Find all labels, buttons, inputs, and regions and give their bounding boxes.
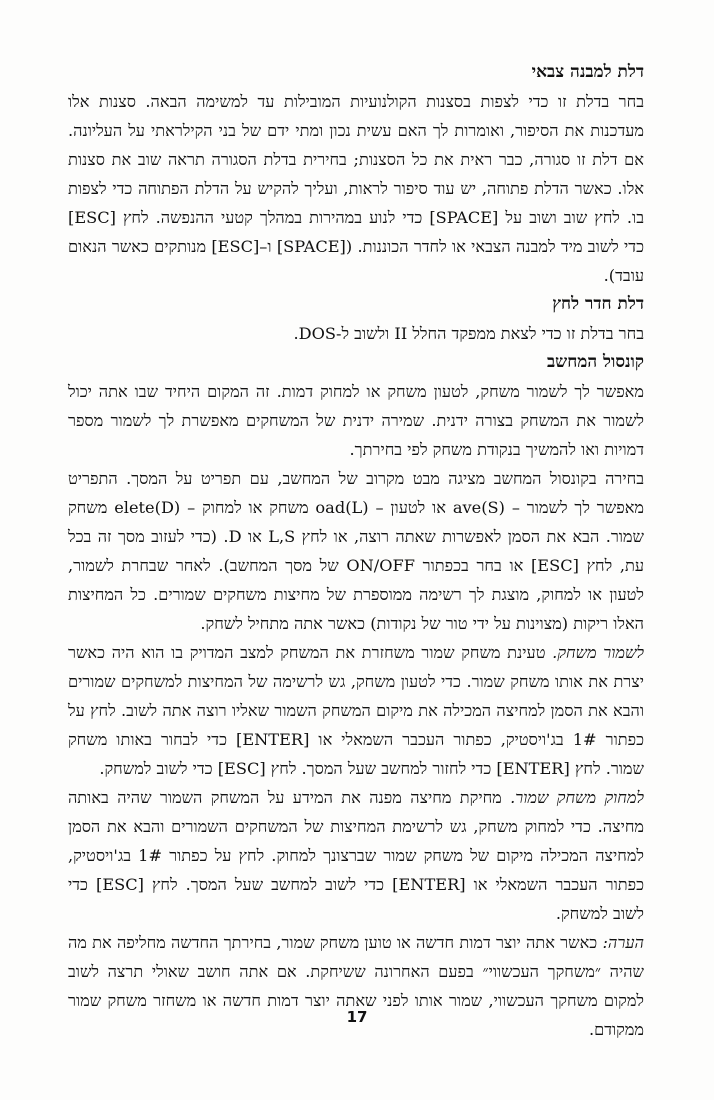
paragraph-save-game (68, 638, 644, 783)
paragraph-console-intro: מאפשר לך לשמור משחק, לטעון משחק או למחוק דמות. זה המקום היחיד שבו אתה יכול לשמור את המשחק בצורה ידנית. שמירה ידנית של המשחקים מאפשרת לך לשמור מספר דמויות ואו להמשיך בנקודת משחק לפי בחירתך. (68, 382, 644, 459)
delete-game-text: מחיקת מחיצה מפנה את המידע על המשחק השמור שהיה באותה מחיצה. כדי למחוק משחק, גש לרשימת המחיצות של המשחקים השמורים והבא את הסמן למחיצה המכילה מיקום של משחק שמור שברצונך למחוק. לחץ על כפתור 1# בג'ויסטיק, כפתור העכבר השמאלי או [ENTER] כדי לשוב למחשב שעל המסך. לחץ [ESC] כדי לשוב למשחק. (68, 788, 645, 923)
heading-military-door: דלת למבנה צבאי (531, 62, 644, 82)
delete-game-lead: למחוק משחק שמור. (510, 788, 644, 807)
note-text: כאשר אתה יוצר דמות חדשה או טוען משחק שמור, בחירתך החדשה מחליפה את מה שהיה ״משחקך העכשווי״ בפעם האחרונה ששיחקת. אם אתה חושב שאולי תרצה לשוב למקום משחקך העכשווי, שמור אותו לפני שאתה יוצר דמות חדשה או משחזר משחק שמור ממקודם. (68, 933, 644, 1039)
paragraph-note (68, 928, 644, 1044)
paragraph-delete-game (68, 783, 644, 928)
paragraph-military-door: בחר בדלת זו כדי לצפות בסצנות הקולנועיות המובילות עד למשימה הבאה. סצנות אלו מעדכנות את הסיפור, ואומרות לך האם עשית נכון ומתי ידם של בני הקילראתי על העליונה. אם דלת זו סגורה, כבר ראית את כל הסצנות; בחירית בדלת הסגורה תראה שוב את סצנות אלו. כאשר הדלת פתוחה, יש עוד סיפור לראות, ועליך להקיש על הדלת הפתוחה כדי לצפות בו. לחץ שוב ושוב על [SPACE] כדי לנוע במהירות במהלך קטעי ההנפשה. לחץ [ESC] כדי לשוב מיד למבנה הצבאי או לחדר הכוננות. ([SPACE] ו–[ESC] מנותקים כאשר הנאום עובד). (68, 92, 644, 285)
save-game-text: טעינת משחק שמור משחזרת את המשחק למצב המדויק בו הוא היה כאשר יצרת את אותו משחק שמור. כדי לטעון משחק, גש לרשימה של המחיצות למשחקים שמורים והבא את הסמן למחיצה המכילה את מיקום המשחק השמור שאליו רוצה אתה לשוב. לחץ על כפתור 1# בג'ויסטיק, כפתור העכבר השמאלי או [ENTER] כדי לבחור באותו משחק שמור. לחץ [ENTER] כדי לחזור למחשב שעל המסך. לחץ [ESC] כדי לשוב למשחק. (68, 643, 644, 778)
heading-room-door: דלת חדר לחץ (552, 294, 644, 314)
heading-computer-console: קונסול המחשב (546, 352, 644, 372)
save-game-lead: לשמור משחק. (552, 643, 645, 662)
paragraph-room-door: בחר בדלת זו כדי לצאת ממפקד החלל II ולשוב ל-DOS. (293, 324, 644, 343)
paragraph-console-menu: בחירה בקונסול המחשב מציגה מבט מקרוב של המחשב, עם תפריט על המסך. התפריט מאפשר לך לשמור – (S)ave או לטעון – (L)oad משחק או למחוק – (D)elete משחק שמור. הבא את הסמן לאפשרות שאתה רוצה, או לחץ L,S או D. (כדי לעזוב מסך זה בכל עת, לחץ [ESC] או בחר בכפתור ON/OFF של מסך המחשב). לאחר שבחרת לשמור, לטעון או למחוק, מוצגת לך רשימה ממוספרת של מחיצות משחקים שמורים. כל המחיצות האלו ריקות (מצוינות על ידי טור של נקודות) כאשר אתה מתחיל לשחק. (68, 469, 645, 633)
note-lead: הערה: (602, 933, 644, 952)
page-number: 17 (346, 1008, 368, 1026)
